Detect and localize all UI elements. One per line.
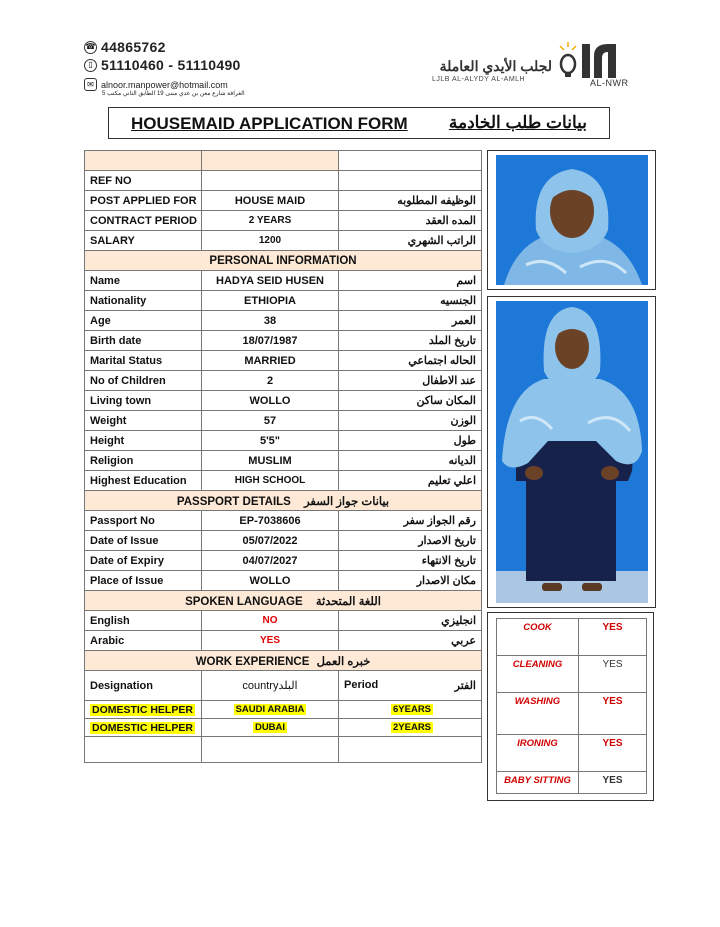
table-row [85, 511, 482, 531]
table-row [85, 411, 482, 431]
field-label-ar: الوزن [339, 411, 482, 431]
field-value: 38 [202, 311, 339, 331]
language-heading-en: SPOKEN LANGUAGE [185, 595, 303, 608]
section-header [85, 251, 482, 271]
table-row [85, 631, 482, 651]
phone-line-1 [84, 39, 166, 55]
field-label-ar: تاريخ الاصدار [339, 531, 482, 551]
experience-country: SAUDI ARABIA [235, 704, 305, 715]
section-header [85, 491, 482, 511]
experience-heading [85, 651, 482, 671]
language-heading-ar: اللغة المتحدثة [315, 595, 381, 608]
passport-heading-ar: بيانات جواز السفر [304, 495, 390, 508]
field-label-ar: عند الاطفال [339, 371, 482, 391]
field-value: ETHIOPIA [202, 291, 339, 311]
field-label: Height [85, 431, 202, 451]
ref-no-value [202, 171, 339, 191]
field-value: HIGH SCHOOL [202, 471, 339, 491]
field-value: HADYA SEID HUSEN [202, 271, 339, 291]
table-row [85, 151, 482, 171]
field-label: English [85, 611, 202, 631]
col-period-en: Period [344, 679, 379, 691]
table-cell [339, 171, 482, 191]
experience-designation: DOMESTIC HELPER [92, 721, 193, 734]
table-row [85, 191, 482, 211]
application-form-table [84, 150, 482, 763]
table-row [85, 271, 482, 291]
field-label: POST APPLIED FOR [85, 191, 202, 211]
full-body-illustration [496, 301, 648, 603]
field-value: 04/07/2027 [202, 551, 339, 571]
table-row [497, 656, 647, 693]
address-line [102, 90, 245, 97]
field-value: 2 YEARS [202, 211, 339, 231]
table-cell [85, 151, 202, 171]
col-designation: Designation [85, 671, 202, 701]
field-label: Arabic [85, 631, 202, 651]
table-row [85, 531, 482, 551]
field-label-ar: العمر [339, 311, 482, 331]
phone-number-1: 44865762 [101, 39, 166, 55]
skill-value: YES [579, 772, 647, 794]
email-address: alnoor.manpower@hotmail.com [101, 79, 228, 90]
field-value: MUSLIM [202, 451, 339, 471]
field-label: Age [85, 311, 202, 331]
section-header [85, 651, 482, 671]
table-row [85, 311, 482, 331]
table-cell [339, 737, 482, 763]
field-label-ar: الديانه [339, 451, 482, 471]
language-heading [85, 591, 482, 611]
phone-icon: ☎ [84, 41, 97, 54]
field-value: MARRIED [202, 351, 339, 371]
experience-heading-ar: خبره العمل [316, 655, 371, 668]
field-label: Birth date [85, 331, 202, 351]
field-label: SALARY [85, 231, 202, 251]
field-value: WOLLO [202, 571, 339, 591]
table-row [85, 171, 482, 191]
table-row [85, 671, 482, 701]
table-row [85, 611, 482, 631]
field-value: HOUSE MAID [202, 191, 339, 211]
field-value: 2 [202, 371, 339, 391]
logo-word: AL-NWR [590, 78, 629, 88]
field-label-ar: المكان ساكن [339, 391, 482, 411]
skill-name: IRONING [497, 735, 579, 772]
full-body-photo-frame [487, 296, 656, 608]
field-label-ar: تاريخ الانتهاء [339, 551, 482, 571]
field-label: Name [85, 271, 202, 291]
email-icon: ✉ [84, 78, 97, 91]
experience-country: DUBAI [254, 722, 286, 733]
field-label-ar: الراتب الشهري [339, 231, 482, 251]
table-cell [339, 701, 482, 719]
field-label-ar: طول [339, 431, 482, 451]
table-cell [202, 719, 339, 737]
skill-value: YES [579, 735, 647, 772]
skill-name: WASHING [497, 693, 579, 735]
table-row [85, 431, 482, 451]
field-label-ar: الجنسيه [339, 291, 482, 311]
skill-value: YES [579, 656, 647, 693]
skill-name: BABY SITTING [497, 772, 579, 794]
table-row [85, 231, 482, 251]
phone-line-2 [84, 57, 241, 73]
col-country-en: country [242, 680, 279, 692]
field-label: Living town [85, 391, 202, 411]
field-label-ar: انجليزي [339, 611, 482, 631]
field-label: Religion [85, 451, 202, 471]
col-period-ar: الفتر [454, 680, 476, 692]
field-value: EP-7038606 [202, 511, 339, 531]
field-value: NO [202, 611, 339, 631]
logo-arabic-text: لجلب الأيدي العاملة [439, 58, 552, 74]
skill-name: CLEANING [497, 656, 579, 693]
field-value: 1200 [202, 231, 339, 251]
table-row [85, 737, 482, 763]
table-row [85, 551, 482, 571]
col-country-ar: البلد [278, 680, 298, 692]
experience-period: 6YEARS [393, 704, 432, 715]
table-row [85, 351, 482, 371]
table-row [497, 772, 647, 794]
field-label: Passport No [85, 511, 202, 531]
table-row [85, 571, 482, 591]
table-cell [202, 151, 339, 171]
field-label-ar: رقم الجواز سفر [339, 511, 482, 531]
table-row [85, 331, 482, 351]
portrait-illustration [496, 155, 648, 285]
portrait-photo [496, 155, 648, 285]
table-row [497, 619, 647, 656]
passport-heading [85, 491, 482, 511]
field-label-ar: المده العقد [339, 211, 482, 231]
form-title-box [108, 107, 610, 139]
field-label: Marital Status [85, 351, 202, 371]
field-label-ar: تاريخ الملد [339, 331, 482, 351]
col-period [339, 671, 482, 701]
field-value: 57 [202, 411, 339, 431]
mobile-icon: ▯ [84, 59, 97, 72]
skill-name: COOK [497, 619, 579, 656]
table-row [85, 471, 482, 491]
address-text: الغرافة شارع معن بن عدي مبنى 19 الطابق الثاني مكتب 5 [102, 91, 245, 97]
experience-period: 2YEARS [393, 722, 432, 733]
table-cell [339, 719, 482, 737]
table-row [497, 693, 647, 735]
full-body-photo [496, 301, 648, 603]
table-cell [202, 701, 339, 719]
experience-designation: DOMESTIC HELPER [92, 703, 193, 716]
field-label-ar: عربي [339, 631, 482, 651]
field-label-ar: الوظيفه المطلوبه [339, 191, 482, 211]
phone-number-2: 51110460 - 51110490 [101, 57, 241, 73]
field-label-ar: اسم [339, 271, 482, 291]
field-label: Date of Issue [85, 531, 202, 551]
table-cell [85, 737, 202, 763]
field-label-ar: مكان الاصدار [339, 571, 482, 591]
field-label-ar: اعلي تعليم [339, 471, 482, 491]
experience-heading-en: WORK EXPERIENCE [195, 655, 310, 668]
field-label: Nationality [85, 291, 202, 311]
table-row [85, 291, 482, 311]
personal-heading: PERSONAL INFORMATION [85, 251, 482, 271]
ref-no-label: REF NO [85, 171, 202, 191]
table-cell [85, 719, 202, 737]
field-value: 5'5" [202, 431, 339, 451]
table-row [85, 391, 482, 411]
field-label: Highest Education [85, 471, 202, 491]
section-header [85, 591, 482, 611]
logo-english-text: LJLB AL-ALYDY AL-AMLH [432, 76, 526, 83]
field-label: Date of Expiry [85, 551, 202, 571]
company-logo-mark [558, 42, 638, 82]
portrait-photo-frame [487, 150, 656, 290]
field-label: CONTRACT PERIOD [85, 211, 202, 231]
table-row [497, 735, 647, 772]
table-row [85, 701, 482, 719]
table-row [85, 211, 482, 231]
field-label-ar: الحاله اجتماعي [339, 351, 482, 371]
table-cell [202, 737, 339, 763]
table-cell [339, 151, 482, 171]
skill-value: YES [579, 693, 647, 735]
passport-heading-en: PASSPORT DETAILS [176, 495, 291, 508]
table-row [85, 371, 482, 391]
form-title-arabic: بيانات طلب الخادمة [448, 113, 587, 132]
field-value: WOLLO [202, 391, 339, 411]
field-label: No of Children [85, 371, 202, 391]
skill-value: YES [579, 619, 647, 656]
table-cell [85, 701, 202, 719]
field-value: 18/07/1987 [202, 331, 339, 351]
skills-table [496, 618, 647, 794]
field-label: Place of Issue [85, 571, 202, 591]
field-value: 05/07/2022 [202, 531, 339, 551]
table-row [85, 451, 482, 471]
field-value: YES [202, 631, 339, 651]
table-row [85, 719, 482, 737]
form-title-english: HOUSEMAID APPLICATION FORM [131, 114, 408, 133]
field-label: Weight [85, 411, 202, 431]
col-country [202, 671, 339, 701]
